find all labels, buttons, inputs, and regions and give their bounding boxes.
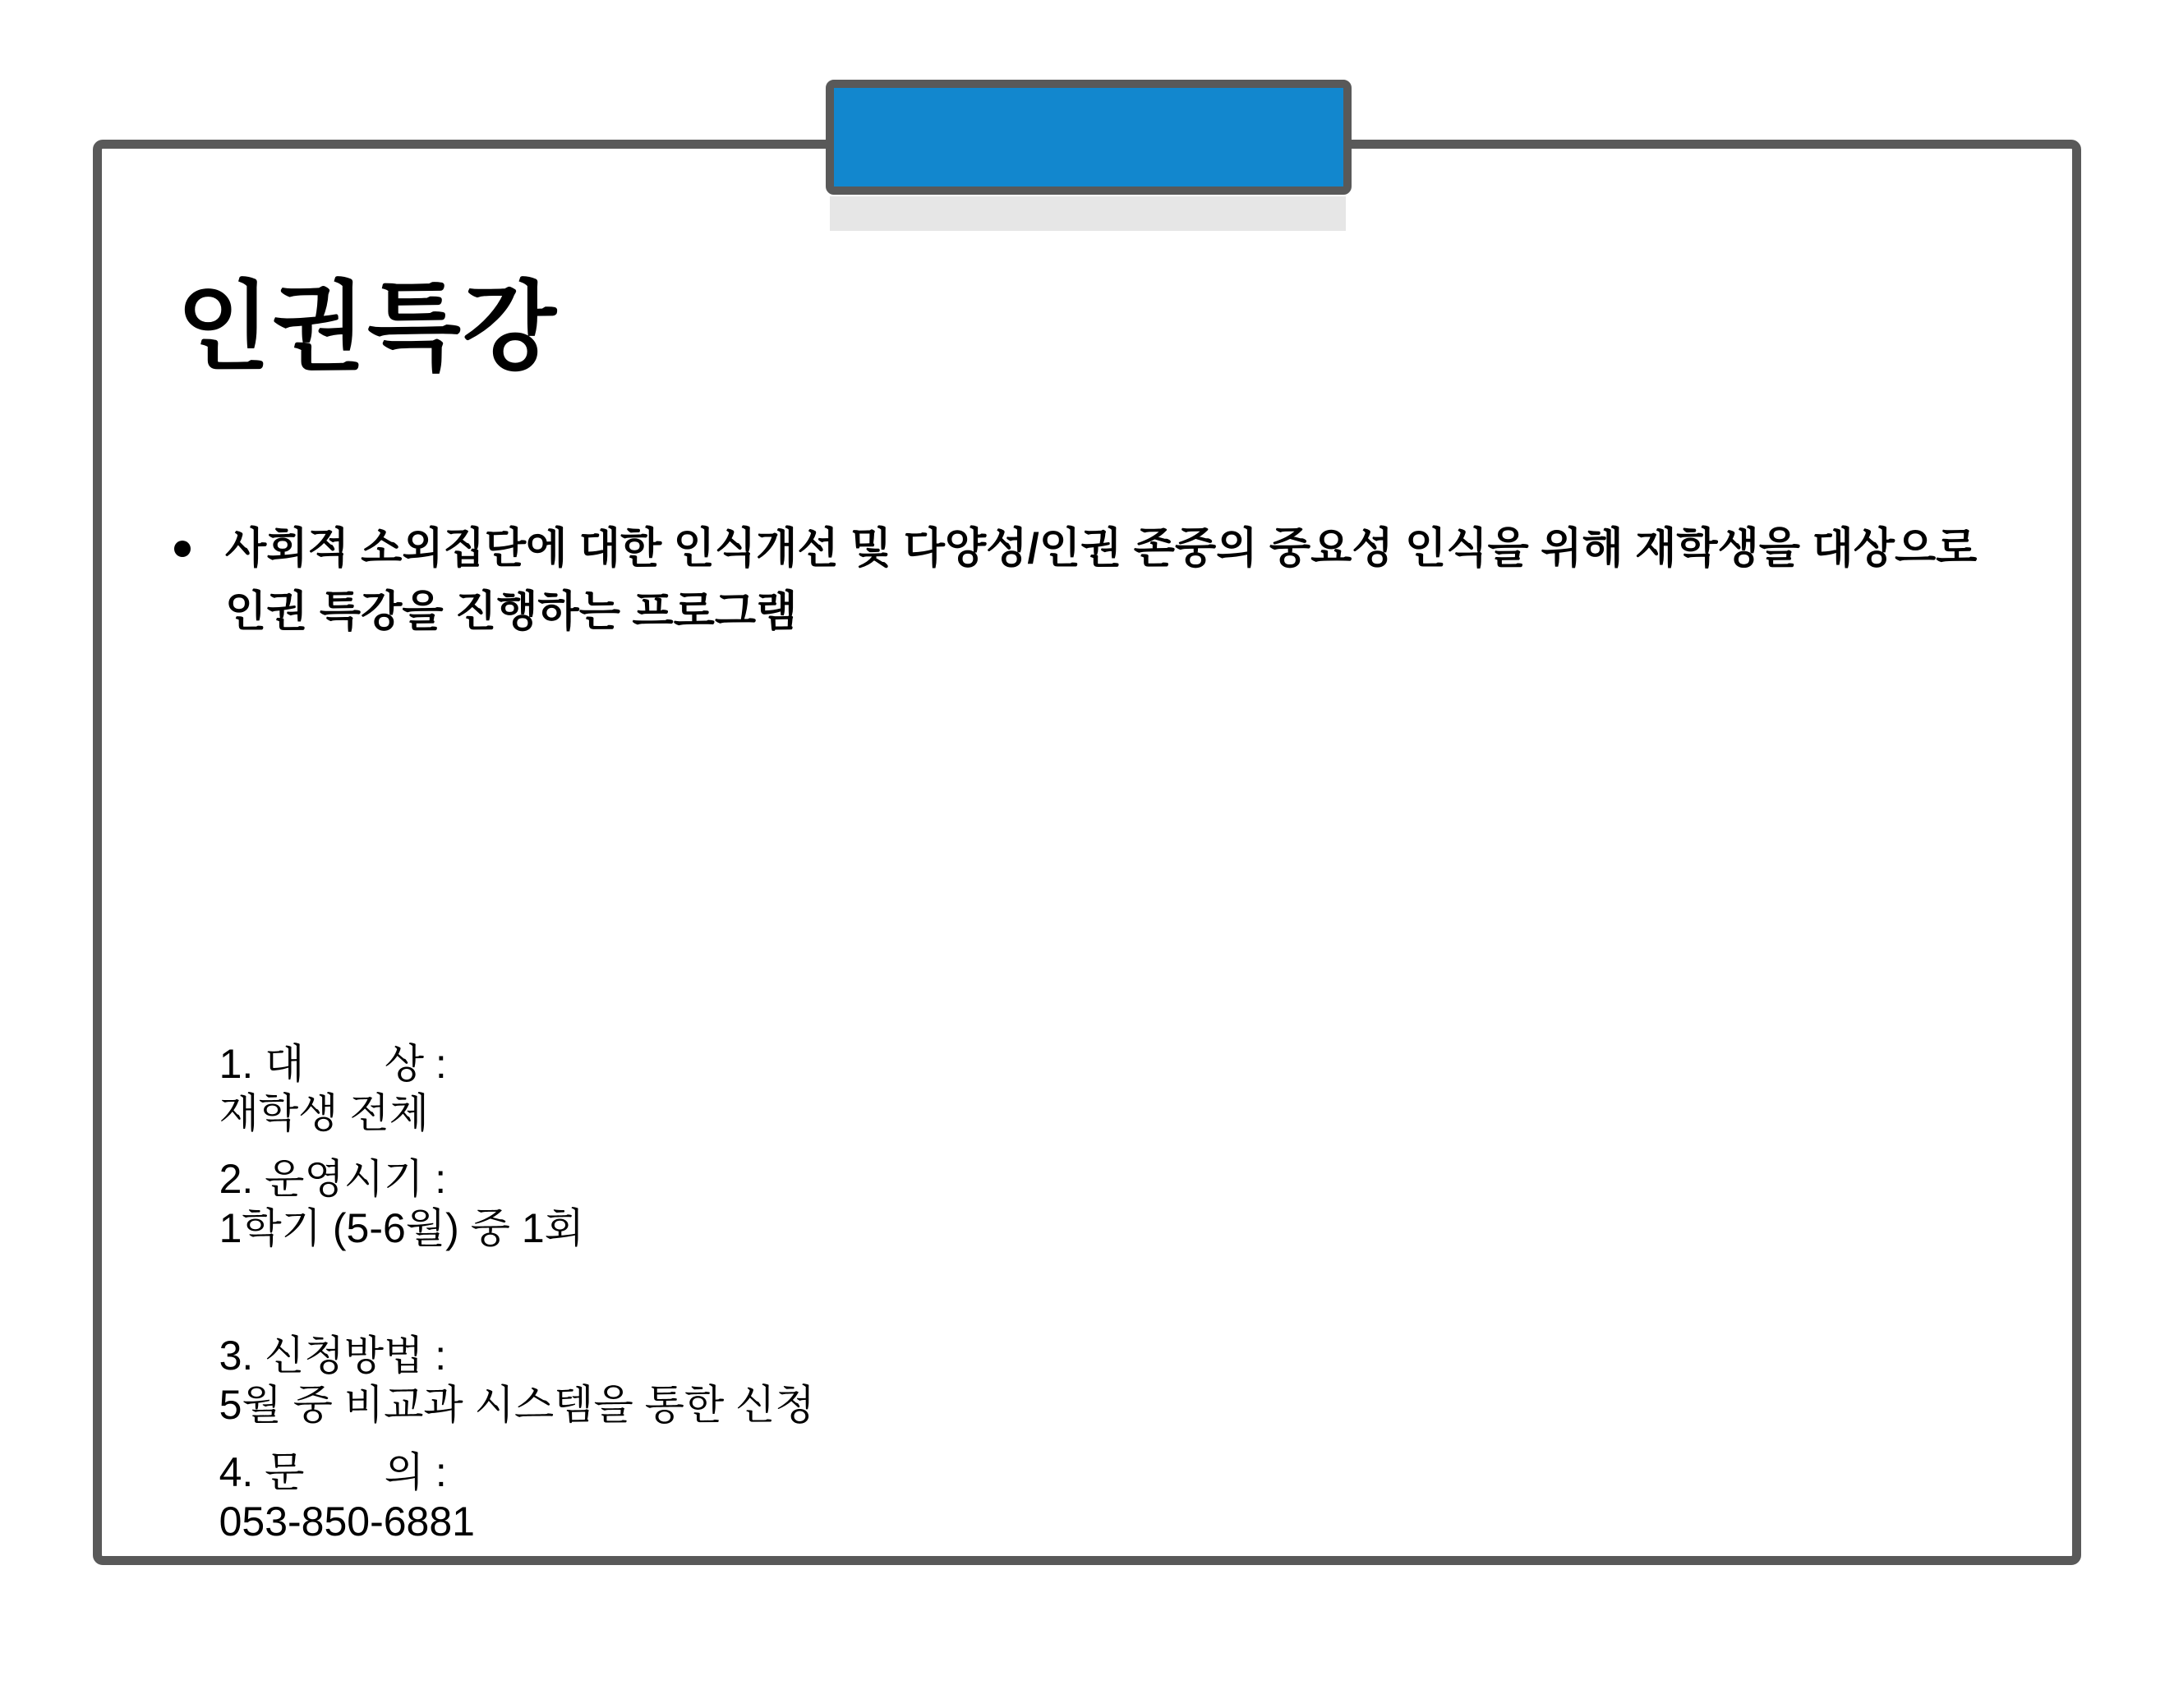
info-item-label: 3. 신청방법 : — [219, 1333, 447, 1379]
bullet-dot-icon — [174, 541, 191, 557]
info-item-value: 5월 중 비교과 시스템을 통한 신청 — [219, 1382, 815, 1428]
info-item-value: 053-850-6881 — [219, 1499, 475, 1545]
info-item-label: 2. 운영시기 : — [219, 1156, 447, 1202]
info-item-label: 4. 문 의 : — [219, 1449, 447, 1495]
description-bullet-row — [174, 518, 2074, 644]
page-title: 인권특강 — [177, 274, 558, 382]
tab-shadow — [830, 196, 1346, 231]
description-text: 사회적 소외집단에 대한 인식개선 및 다양성/인권 존중의 중요성 인식을 위해 재학생을 대상으로 인권 특강을 진행하는 프로그램 — [225, 525, 1978, 636]
info-item-value: 1학기 (5-6월) 중 1회 — [219, 1205, 584, 1251]
info-item-value: 재학생 전체 — [219, 1090, 429, 1136]
info-item-schedule — [173, 1105, 584, 1302]
info-item-contact — [173, 1398, 509, 1595]
header-tab — [826, 80, 1352, 195]
info-item-label: 1. 대 상 : — [219, 1041, 447, 1087]
